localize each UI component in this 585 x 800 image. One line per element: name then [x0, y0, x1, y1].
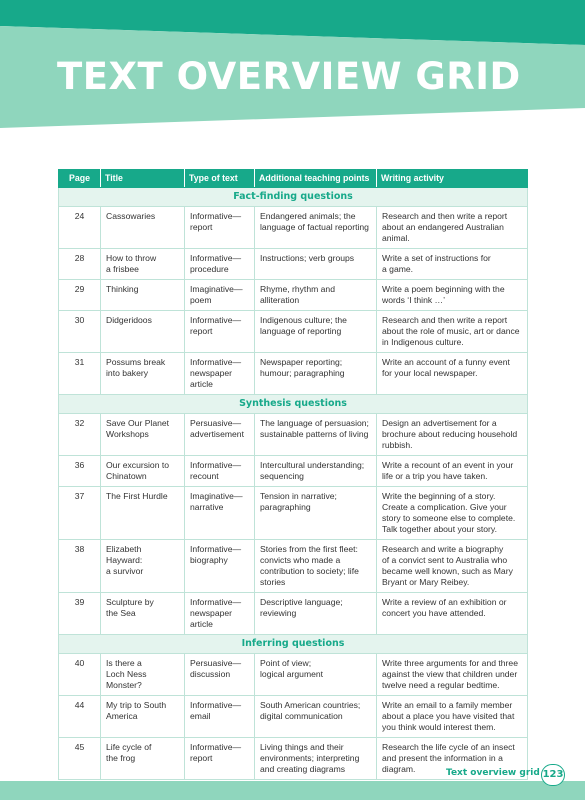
table-row [59, 654, 528, 696]
cell-writing-activity: Design an advertisement for a brochure about reducing household rubbish. [377, 414, 528, 456]
table-header-row [59, 170, 528, 188]
table-row [59, 456, 528, 487]
cell-page: 39 [59, 593, 101, 635]
table-row [59, 696, 528, 738]
cell-title: Is there a Loch Ness Monster? [101, 654, 185, 696]
cell-title: Elizabeth Hayward: a survivor [101, 540, 185, 593]
table-row [59, 207, 528, 249]
cell-title: Thinking [101, 280, 185, 311]
cell-title: Cassowaries [101, 207, 185, 249]
cell-writing-activity: Write an account of a funny event for your local newspaper. [377, 353, 528, 395]
cell-writing-activity: Write a recount of an event in your life or a trip you have taken. [377, 456, 528, 487]
footer-band [0, 781, 585, 800]
cell-type-of-text: Persuasive— advertisement [185, 414, 255, 456]
cell-writing-activity: Write three arguments for and three against the view that children under twelve need a regular bedtime. [377, 654, 528, 696]
cell-page: 28 [59, 249, 101, 280]
cell-type-of-text: Informative— report [185, 311, 255, 353]
cell-type-of-text: Persuasive— discussion [185, 654, 255, 696]
cell-type-of-text: Informative— newspaper article [185, 593, 255, 635]
cell-teaching-points: Living things and their environments; interpreting and creating diagrams [255, 738, 377, 780]
header-page: Page [59, 170, 101, 188]
cell-title: Our excursion to Chinatown [101, 456, 185, 487]
cell-type-of-text: Informative— email [185, 696, 255, 738]
cell-type-of-text: Informative— recount [185, 456, 255, 487]
table-row [59, 280, 528, 311]
cell-page: 24 [59, 207, 101, 249]
table-row [59, 414, 528, 456]
cell-title: Sculpture by the Sea [101, 593, 185, 635]
table-body [59, 188, 528, 780]
cell-title: Life cycle of the frog [101, 738, 185, 780]
cell-page: 36 [59, 456, 101, 487]
cell-teaching-points: South American countries; digital communication [255, 696, 377, 738]
cell-title: Possums break into bakery [101, 353, 185, 395]
cell-teaching-points: Instructions; verb groups [255, 249, 377, 280]
cell-teaching-points: Point of view; logical argument [255, 654, 377, 696]
cell-page: 31 [59, 353, 101, 395]
cell-writing-activity: Write an email to a family member about a place you have visited that you think would interest them. [377, 696, 528, 738]
cell-teaching-points: Tension in narrative; paragraphing [255, 487, 377, 540]
table-row [59, 353, 528, 395]
cell-type-of-text: Informative— biography [185, 540, 255, 593]
cell-writing-activity: Research and write a biography of a convict sent to Australia who became well known, such as Mary Bryant or Mary Reibey. [377, 540, 528, 593]
cell-writing-activity: Write a review of an exhibition or concert you have attended. [377, 593, 528, 635]
header-writing-activity: Writing activity [377, 170, 528, 188]
section-title: Synthesis questions [59, 395, 528, 414]
section-header-row [59, 635, 528, 654]
cell-type-of-text: Imaginative— narrative [185, 487, 255, 540]
section-title: Fact-finding questions [59, 188, 528, 207]
section-header-row [59, 188, 528, 207]
cell-type-of-text: Imaginative— poem [185, 280, 255, 311]
page-number: 123 [541, 764, 565, 786]
table-row [59, 487, 528, 540]
cell-page: 45 [59, 738, 101, 780]
cell-title: How to throw a frisbee [101, 249, 185, 280]
cell-page: 30 [59, 311, 101, 353]
cell-teaching-points: Indigenous culture; the language of reporting [255, 311, 377, 353]
header-type-of-text: Type of text [185, 170, 255, 188]
cell-type-of-text: Informative— report [185, 738, 255, 780]
cell-title: Didgeridoos [101, 311, 185, 353]
cell-title: The First Hurdle [101, 487, 185, 540]
cell-writing-activity: Research the life cycle of an insect and present the information in a diagram. [377, 738, 528, 780]
table-row [59, 540, 528, 593]
cell-teaching-points: Intercultural understanding; sequencing [255, 456, 377, 487]
cell-page: 29 [59, 280, 101, 311]
cell-type-of-text: Informative— newspaper article [185, 353, 255, 395]
cell-page: 44 [59, 696, 101, 738]
header-teaching-points: Additional teaching points [255, 170, 377, 188]
cell-writing-activity: Write a set of instructions for a game. [377, 249, 528, 280]
cell-page: 38 [59, 540, 101, 593]
cell-teaching-points: Stories from the first fleet: convicts who made a contribution to society; life stories [255, 540, 377, 593]
table-row [59, 593, 528, 635]
cell-writing-activity: Research and then write a report about the role of music, art or dance in Indigenous culture. [377, 311, 528, 353]
table-row [59, 311, 528, 353]
cell-teaching-points: Newspaper reporting; humour; paragraphing [255, 353, 377, 395]
cell-teaching-points: Endangered animals; the language of factual reporting [255, 207, 377, 249]
header-title: Title [101, 170, 185, 188]
section-header-row [59, 395, 528, 414]
cell-title: Save Our Planet Workshops [101, 414, 185, 456]
text-overview-table [58, 169, 528, 780]
cell-writing-activity: Write a poem beginning with the words ‘I think …’ [377, 280, 528, 311]
section-title: Inferring questions [59, 635, 528, 654]
table-row [59, 249, 528, 280]
cell-title: My trip to South America [101, 696, 185, 738]
page-title: TEXT OVERVIEW GRID [57, 55, 521, 98]
cell-type-of-text: Informative— report [185, 207, 255, 249]
cell-teaching-points: The language of persuasion; sustainable patterns of living [255, 414, 377, 456]
cell-page: 37 [59, 487, 101, 540]
cell-teaching-points: Rhyme, rhythm and alliteration [255, 280, 377, 311]
cell-writing-activity: Research and then write a report about an endangered Australian animal. [377, 207, 528, 249]
footer-label: Text overview grid [446, 768, 540, 778]
cell-teaching-points: Descriptive language; reviewing [255, 593, 377, 635]
cell-page: 32 [59, 414, 101, 456]
cell-page: 40 [59, 654, 101, 696]
cell-writing-activity: Write the beginning of a story. Create a complication. Give your story to someone else to complete. Talk together about your story. [377, 487, 528, 540]
cell-type-of-text: Informative— procedure [185, 249, 255, 280]
